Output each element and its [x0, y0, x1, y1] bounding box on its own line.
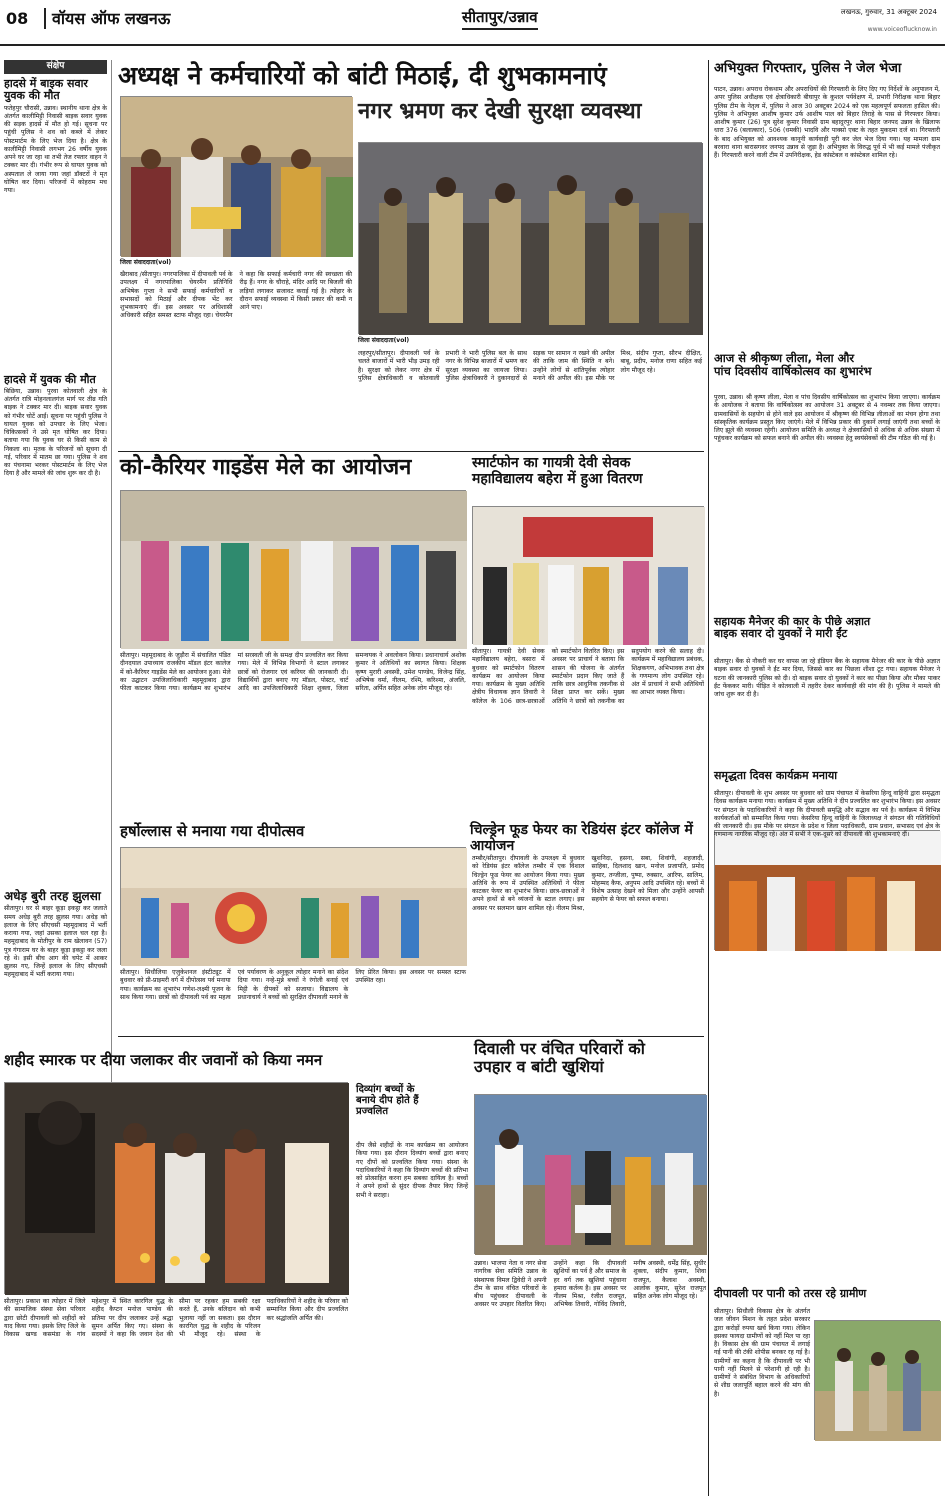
a11-headline-line2: पांच दिवसीय वार्षिकोत्सव का शुभारंभ	[714, 363, 872, 378]
a11-headline-line1: आज से श्रीकृष्ण लीला, मेला और	[714, 351, 855, 365]
brief-2-body: बिछिया, उन्नाव। पुरवा कोतवाली क्षेत्र के अंतर्गत रात्रि मोहनलालगंज मार्ग पर तीव्र गति बाइक ने टक्कर मार दी। बाइक सवार युवक को गंभीर चोटें आईं। सूचना पर पहुंची पुलिस ने घायल युवक को उपचार के लिए भेजा। चिकित्सकों ने उसे मृत घोषित कर दिया। बताया गया कि युवक घर से किसी काम से निकला था। मृतक के परिजनों को सूचना दी गई, परिवार में मातम छा गया। पुलिस ने शव का पंचनामा भरकर पोस्टमार्टम के लिए भेज दिया है और मामले की जांच शुरू कर दी है।	[4, 387, 107, 478]
a7-photo-art	[5, 1083, 349, 1295]
a14-headline: दीपावली पर पानी को तरस रहे ग्रामीण	[714, 1287, 867, 1300]
a9-photo-art	[475, 1095, 707, 1255]
a7-photo	[4, 1082, 348, 1294]
edition-city: सीतापुर/उन्नाव	[462, 8, 538, 30]
a12-headline-line2: बाइक सवार दो युवकों ने मारी ईंट	[714, 627, 848, 641]
a12-headline	[714, 616, 940, 656]
a4-headline	[472, 456, 704, 506]
a9-headline-line2: उपहार व बांटी खुशियां	[474, 1056, 604, 1076]
a1-photo	[120, 96, 352, 256]
a12-body: सीतापुर। बैंक से नौकरी कर घर वापस जा रहे इंडियन बैंक के सहायक मैनेजर की कार के पीछे अज्ञात बाइक सवार दो युवकों ने ईंट मार दिया, जिससे कार का पिछला शीशा टूट गया। सहायक मैनेजर ने घटना की जानकारी पुलिस को दी। दो बाइक सवार दो युवकों ने कार का पीछा किया और मौका पाकर ईंट फेंककर मारी। पीड़ित ने कोतवाली में तहरीर देकर कार्यवाही की मांग की है। पुलिस ने मामले की जांच शुरू कर दी है।	[714, 658, 940, 698]
a10-body: पाटन, उन्नाव। अपराध रोकथाम और अपराधियों की गिरफ्तारी के लिए दिए गए निर्देशों के अनुपालन में, अपर पुलिस अधीक्षक एवं क्षेत्राधिकारी बीघापुर के कुशल पर्यवेक्षण में, प्रभारी निरीक्षक थाना बिहार पुलिस टीम के नेतृत्व में, पुलिस ने आज 30 अक्टूबर 2024 को एक महत्वपूर्ण सफलता हासिल की। पुलिस ने अभियुक्त आशीष कुमार उर्फ आशीष पाल को बिहार तिराहे के पास से गिरफ्तार किया। आशीष कुमार (26) पुत्र सुरेश कुमार निवासी ग्राम बहादुरपुर थाना बिहार जनपद उन्नाव के खिलाफ धारा 376 (बलात्कार), 506 (धमकी) भादवि और पाक्सो एक्ट के तहत मुकदमा दर्ज था। गिरफ्तारी के बाद अभियुक्त को आवश्यक कानूनी कार्यवाही पूरी कर जेल भेज दिया गया। यह मामला ग्राम बरवारा थाना बारासगवर जनपद उन्नाव से जुड़ा है। अभियुक्त के विरुद्ध पूर्व में भी कई मामले पंजीकृत हैं। गिरफ्तारी करने वाली टीम में उपनिरीक्षक, हेड कांस्टेबल व कांस्टेबल शामिल रहे।	[714, 86, 940, 159]
a4-body: सीतापुर। गायत्री देवी सेवक महाविद्यालय बहेरा, बसारा में बुधवार को स्मार्टफोन वितरण कार्यक्रम का आयोजन किया गया। कार्यक्रम के मुख्य अतिथि क्षेत्रीय विधायक ज्ञान तिवारी ने कॉलेज के 106 छात्र-छात्राओं को स्मार्टफोन वितरित किए। इस अवसर पर प्राचार्य ने बताया कि शासन की योजना के अंतर्गत स्मार्टफोन प्रदान किए जाते हैं ताकि छात्र आधुनिक तकनीक से शिक्षा प्राप्त कर सकें। मुख्य अतिथि ने छात्रों को तकनीक का सदुपयोग करने की सलाह दी। कार्यक्रम में महाविद्यालय प्रबंधक, शिक्षकगण, अभिभावक तथा क्षेत्र के गणमान्य लोग उपस्थित रहे। अंत में प्राचार्य ने सभी अतिथियों का आभार व्यक्त किया।	[472, 648, 704, 705]
a13-photo-art	[715, 831, 941, 951]
a14-body: सीतापुर। सिधौली विकास क्षेत्र के अंतर्गत जल जीवन मिशन के तहत प्रदेश सरकार द्वारा करोड़ों रुपया खर्च किया गया। लेकिन इसका फायदा ग्रामीणों को नहीं मिल पा रहा है। विकास क्षेत्र की ग्राम पंचायत में लगाई गई पानी की टंकी शोपीस बनकर रह गई है। ग्रामीणों का कहना है कि दीपावली पर भी पानी नहीं मिलने से परेशानी हो रही है। ग्रामीणों ने संबंधित विभाग के अधिकारियों से शीघ्र जलापूर्ति बहाल करने की मांग की है।	[714, 1308, 810, 1398]
a7-body: सीतापुर। प्रकाश का त्योहार में जिले की सामाजिक संस्था सेवा परिवार द्वारा छोटी दीपावली को शहीदों को याद किया गया। इसके लिए जिले के विकास खण्ड कसमंडा के गांव महेशपुर में स्थित कारगिल युद्ध के शहीद कैप्टन मनोज पाण्डेय की प्रतिमा पर दीप जलाकर उन्हें श्रद्धा सुमन अर्पित किए गए। संस्था के सदस्यों ने कहा कि जवान देश की सीमा पर रहकर हम सबकी रक्षा करते हैं, उनके बलिदान को कभी भुलाया नहीं जा सकता। इस दौरान कारगिल युद्ध के शहीद के परिजन भी मौजूद रहे। संस्था के पदाधिकारियों ने शहीद के परिवार को सम्मानित किया और दीप प्रज्वलित कर श्रद्धांजलि अर्पित की।	[4, 1298, 348, 1338]
a2-photo-art	[359, 143, 703, 335]
a5-body: सीतापुर। सिधौलिया एजुकेशनल इंस्टीट्यूट में बुधवार को प्री-प्राइमरी वर्ग में दीपोत्सव पर्व मनाया गया। कार्यक्रम का शुभारंभ गणेश-लक्ष्मी पूजन के साथ किया गया। छात्रों को दीपावली पर्व का महत्व एवं पर्यावरण के अनुकूल त्योहार मनाने का संदेश दिया गया। नन्हे-मुन्ने बच्चों ने रंगोली बनाई एवं मिट्टी के दीपकों को सजाया। विद्यालय के प्रधानाचार्य ने बच्चों को सुरक्षित दीपावली मनाने के लिए प्रेरित किया। इस अवसर पर समस्त स्टाफ उपस्थित रहा।	[120, 969, 466, 1001]
a8-body: दीप जैसे शहीदों के नाम कार्यक्रम का आयोजन किया गया। इस दौरान दिव्यांग बच्चों द्वारा बनाए गए दीपों को प्रज्वलित किया गया। संस्था के पदाधिकारियों ने कहा कि दिव्यांग बच्चों की प्रतिभा को प्रोत्साहित करना हम सबका दायित्व है। बच्चों ने अपने हाथों से सुंदर दीपक तैयार किए जिन्हें सभी ने सराहा।	[356, 1142, 468, 1199]
a1-body: खैराबाद /सीतापुर। नगरपालिका में दीपावली पर्व के उपलक्ष्य में नगरपालिका चेयरमैन प्रतिनिधि अभिषेक गुप्ता ने सभी सफाई कर्मचारियों व सभासदों को मिठाई और दीपक भेंट कर शुभकामनाएं दीं। इस अवसर पर अधिशासी अधिकारी सहित समस्त स्टाफ मौजूद रहा। चेयरमैन ने कहा कि सफाई कर्मचारी नगर की स्वच्छता की रीढ़ हैं। नगर के चौराहे, मंदिर आदि पर बिजली की लड़ियां लगाकर सजावट कराई गई है। त्योहार के दौरान सफाई व्यवस्था में किसी प्रकार की कमी न आने पाए।	[120, 271, 352, 320]
sidebar-briefs	[4, 60, 112, 1128]
a8-headline-line2: बनाये दीप होते हैं	[356, 1095, 419, 1107]
a14-photo	[814, 1320, 940, 1440]
a1-headline: अध्यक्ष ने कर्मचारियों को बांटी मिठाई, दी शुभकामनाएं	[118, 61, 607, 90]
paper-name: वॉयस ऑफ लखनऊ	[44, 8, 170, 29]
a13-headline: समृद्धता दिवस कार्यक्रम मनाया	[714, 769, 838, 782]
a4-photo	[472, 506, 704, 644]
divider	[708, 60, 709, 1496]
brief-3-title: अधेड़ बुरी तरह झुलसा	[4, 888, 101, 903]
a9-headline	[474, 1040, 706, 1090]
website: www.voiceoflucknow.in	[867, 26, 937, 33]
a13-photo	[714, 830, 940, 950]
a1-photo-art	[121, 97, 353, 257]
a13-body-cont	[714, 954, 940, 1284]
a4-headline-line1: स्मार्टफोन का गायत्री देवी सेवक	[472, 455, 631, 471]
a3-headline: को-कैरियर गाइडेंस मेले का आयोजन	[120, 455, 412, 480]
edition-date: लखनऊ, गुरुवार, 31 अक्टूबर 2024	[840, 8, 937, 16]
a1-caption: जिला संवाददाता(vol)	[120, 259, 172, 266]
a8-headline-line3: प्रज्वलित	[356, 1106, 389, 1118]
divider	[118, 1036, 704, 1037]
brief-2-title: हादसे में युवक की मौत	[4, 372, 96, 386]
a10-headline: अभियुक्त गिरफ्तार, पुलिस ने जेल भेजा	[714, 61, 902, 76]
a4-headline-line2: महाविद्यालय बहेरा में हुआ वितरण	[472, 470, 643, 487]
a9-headline-line1: दिवाली पर वंचित परिवारों को	[474, 1039, 645, 1058]
page-header	[0, 0, 945, 46]
a3-body: सीतापुर। महमूदाबाद के जुड़ौरा में संचालित पंडित दीनदयाल उपाध्याय राजकीय मॉडल इंटर कालेज में को-कैरियर गाइडेंस मेले का आयोजन हुआ। मेले का उद्घाटन उपजिलाधिकारी महमूदाबाद द्वारा फीता काटकर किया गया। कार्यक्रम का शुभारंभ मां सरस्वती जी के समक्ष दीप प्रज्वलित कर किया गया। मेले में विभिन्न विभागों ने स्टाल लगाकर छात्रों को रोजगार एवं करियर की जानकारी दी। विद्यार्थियों द्वारा बनाए गए मॉडल, पोस्टर, चार्ट आदि का उपजिलाधिकारी शिक्षा शुक्ला, जिला समन्वयक ने अवलोकन किया। प्रधानाचार्य अशोक कुमार ने अतिथियों का स्वागत किया। शिक्षक कृष्ण मुरारी अवस्थी, उमेश पाण्डेय, विजेन्द्र सिंह, अभिषेक वर्मा, नीलम, रश्मि, करिश्मा, अंजलि, सरिता, अर्पित सहित अनेक लोग मौजूद रहे।	[120, 652, 466, 692]
a2-photo	[358, 142, 702, 334]
sidebar-label: संक्षेप	[4, 60, 107, 74]
a7-headline: शहीद स्मारक पर दीया जलाकर वीर जवानों को किया नमन	[4, 1051, 323, 1069]
a13-body: सीतापुर। दीपावली के शुभ अवसर पर बुधवार को ग्राम पंचायत में केसरिया हिन्दू वाहिनी द्वारा समृद्धता दिवस कार्यक्रम मनाया गया। कार्यक्रम में मुख्य अतिथि ने दीप प्रज्वलित कर शुभारंभ किया। इस अवसर पर संगठन के पदाधिकारियों ने कहा कि दीपावली समृद्धि और सद्भाव का पर्व है। कार्यक्रम में विभिन्न कार्यकर्ताओं को सम्मानित किया गया। केसरिया हिन्दू वाहिनी के जिलाध्यक्ष ने संगठन की गतिविधियों की जानकारी दी। इस मौके पर संगठन के प्रदेश व जिला पदाधिकारी, ग्राम प्रधान, सभासद एवं क्षेत्र के गणमान्य नागरिक मौजूद रहे। अंत में सभी ने एक-दूसरे को दीपावली की शुभकामनाएं दीं।	[714, 790, 940, 839]
a5-photo-art	[121, 848, 467, 966]
a5-photo	[120, 847, 466, 965]
a9-photo	[474, 1094, 706, 1254]
divider	[118, 451, 704, 452]
a14-photo-art	[815, 1321, 941, 1441]
brief-1-body: फतेहपुर चौरासी, उन्नाव। स्थानीय थाना क्षेत्र के अंतर्गत कालीमिट्टी निवासी बाइक सवार युवक की सड़क हादसे में मौत हो गई। सूचना पर पहुंची पुलिस ने शव को कब्जे में लेकर पोस्टमार्टम के लिए भेज दिया है। क्षेत्र के कालीमिट्टी निवासी लगभग 26 वर्षीय युवक अपने घर जा रहा था तभी तेज रफ्तार वाहन ने टक्कर मार दी। गंभीर रूप से घायल युवक को अस्पताल ले जाया गया जहां डॉक्टरों ने मृत घोषित कर दिया। परिजनों में कोहराम मच गया।	[4, 104, 107, 194]
a4-photo-art	[473, 507, 705, 645]
a5-headline: हर्षोल्लास से मनाया गया दीपोत्सव	[120, 822, 305, 840]
page-number: 08	[6, 9, 29, 28]
brief-3-body: सीतापुर। घर से बाहर कूड़ा इकट्ठा कर जलाते समय अधेड़ बुरी तरह झुलस गया। अधेड़ को इलाज के लिए सीएचसी महमूदाबाद में भर्ती कराया गया, जहां उसका इलाज चल रहा है। महमूदाबाद के मोतीपुर के राम खेलावन (57) पुत्र गंगाराम घर के बाहर कूड़ा इकट्ठा कर जला रहे थे। इसी बीच आग की चपेट में आकर झुलस गए, जिन्हें इलाज के लिए सीएचसी महमूदाबाद में भर्ती कराया गया।	[4, 905, 107, 979]
a9-body: उन्नाव। भाजपा नेता व नगर सेवा नागरिक सेवा समिति उन्नाव के संस्थापक विमल द्विवेदी ने अपनी टीम के साथ वंचित परिवारों के बीच पहुंचकर दीपावली के अवसर पर उपहार वितरित किए। उन्होंने कहा कि दीपावली खुशियों का पर्व है और समाज के हर वर्ग तक खुशियां पहुंचाना हमारा कर्तव्य है। इस अवसर पर नीलम मिश्रा, रंजीत राजपूत, अभिषेक तिवारी, गोविंद तिवारी, मनीष अवस्थी, धर्मेंद्र सिंह, सुधीर शुक्ला, संदीप कुमार, शिवा राजपूत, कैलाश अवस्थी, आलोक कुमार, सुरेश राजपूत सहित अनेक लोग मौजूद रहे।	[474, 1260, 706, 1309]
a2-body: लहरपुर/सीतापुर। दीपावली पर्व के चलते बाजारों में भारी भीड़ उमड़ रही है। सुरक्षा को लेकर नगर क्षेत्र में पुलिस क्षेत्राधिकारी व कोतवाली प्रभारी ने भारी पुलिस बल के साथ नगर के विभिन्न बाजारों में भ्रमण कर सुरक्षा व्यवस्था का जायजा लिया। पुलिस क्षेत्राधिकारी ने दुकानदारों से सड़क पर सामान न रखने की अपील की ताकि जाम की स्थिति न बने। उन्होंने लोगों से शांतिपूर्वक त्योहार मनाने की अपील की। इस मौके पर मिश्र, संदीप गुप्ता, सौरभ दीक्षित, बाबू, प्रदीप, मनोज राणा सहित कई लोग मौजूद रहे।	[358, 350, 702, 382]
a11-headline	[714, 352, 940, 392]
a3-photo-art	[121, 491, 467, 649]
a3-photo	[120, 490, 466, 648]
a2-caption: जिला संवाददाता(vol)	[358, 337, 410, 344]
a2-headline: नगर भ्रमण कर देखी सुरक्षा व्यवस्था	[358, 99, 642, 124]
a8-headline	[356, 1084, 468, 1140]
a6-headline: चिल्ड्रेन फूड फेयर का रेडियंस इंटर कॉलेज में आयोजन	[470, 822, 693, 854]
a8-headline-line1: दिव्यांग बच्चों के	[356, 1084, 415, 1095]
a11-body: पुरवा, उन्नाव। श्री कृष्ण लीला, मेला व पांच दिवसीय वार्षिकोत्सव का शुभारंभ किया जाएगा। कार्यक्रम के आयोजक ने बताया कि वार्षिकोत्सव का आयोजन 31 अक्टूबर से 4 नवम्बर तक किया जाएगा। ग्रामवासियों के सहयोग से होने वाले इस आयोजन में श्रीकृष्ण की विभिन्न लीलाओं का मंचन होगा तथा सांस्कृतिक कार्यक्रम प्रस्तुत किए जाएंगे। मेले में विभिन्न प्रकार की दुकानें लगाई जाएंगी तथा बच्चों के लिए झूले की व्यवस्था रहेगी। आयोजन समिति के अध्यक्ष ने क्षेत्रवासियों से अधिक से अधिक संख्या में पहुंचकर कार्यक्रम को सफल बनाने की अपील की। व्यवस्था हेतु स्वयंसेवकों की टीम गठित की गई है।	[714, 394, 940, 443]
a6-body: तम्बौर/सीतापुर। दीपावली के उपलक्ष्य में बुधवार को रेडियंस इंटर कॉलेज तम्बौर में एक विशाल चिल्ड्रेन फूड फेयर का आयोजन किया गया। मुख्य अतिथि के रूप में उपस्थित अतिथियों ने फीता काटकर फेयर का शुभारंभ किया। छात्र-छात्राओं ने अपने हाथों से बने व्यंजनों के स्टाल लगाए। इस अवसर पर सलमान खान शामिल रहे। नीलम मिश्रा, खुशनिदा, हसना, सबा, शिवांगी, शहजादी, साहिबा, दिलशाद खान, मनोज प्रजापति, प्रमोद कुमार, तन्जीला, पुष्पा, रुक्सार, आरिफ, सालिम, मोहम्मद कैफ, अनुपम आदि उपस्थित रहे। बच्चों में विशेष उत्साह देखने को मिला और उन्होंने आपसी सहयोग से फेयर को सफल बनाया।	[472, 855, 704, 912]
brief-1-title: हादसे में बाइक सवार युवक की मौत	[4, 76, 88, 103]
a12-headline-line1: सहायक मैनेजर की कार के पीछे अज्ञात	[714, 615, 871, 628]
